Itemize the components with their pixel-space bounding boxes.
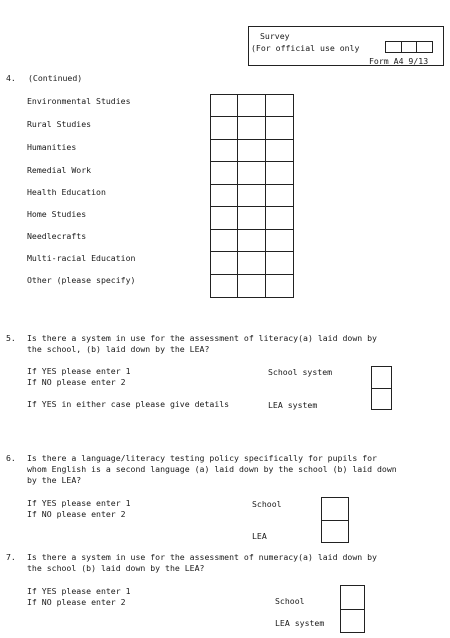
q5-school-label: School system bbox=[268, 367, 333, 377]
q7-school-label: School bbox=[275, 596, 305, 606]
form-reference: Form A4 9/13 bbox=[369, 56, 429, 66]
q7-text-line: the school (b) laid down by the LEA? bbox=[27, 563, 205, 573]
subject-label: Rural Studies bbox=[27, 119, 92, 129]
survey-title: Survey bbox=[260, 31, 290, 41]
subject-label: Needlecrafts bbox=[27, 231, 87, 241]
q7-answer-box[interactable] bbox=[340, 585, 365, 633]
q7-school-answer-cell[interactable] bbox=[341, 585, 364, 609]
q5-text-line: Is there a system in use for the assessment of literacy(a) laid down by bbox=[27, 333, 377, 343]
q6-lea-label: LEA bbox=[252, 531, 267, 541]
q6-school-label: School bbox=[252, 499, 282, 509]
subject-label: Home Studies bbox=[27, 209, 87, 219]
q7-number: 7. bbox=[6, 552, 16, 562]
q6-text-line: by the LEA? bbox=[27, 475, 82, 485]
subject-label: Humanities bbox=[27, 142, 77, 152]
subject-label: Multi-racial Education bbox=[27, 253, 136, 263]
official-use-box bbox=[248, 26, 444, 66]
q5-no-instruction: If NO please enter 2 bbox=[27, 377, 126, 387]
subject-label: Remedial Work bbox=[27, 165, 92, 175]
q5-details-instruction: If YES in either case please give details bbox=[27, 399, 230, 409]
q5-lea-label: LEA system bbox=[268, 400, 318, 410]
q6-yes-instruction: If YES please enter 1 bbox=[27, 498, 131, 508]
q5-lea-answer-cell[interactable] bbox=[372, 388, 391, 410]
subject-label: Health Education bbox=[27, 187, 106, 197]
subject-label: Other (please specify) bbox=[27, 275, 136, 285]
q6-text-line: whom English is a second language (a) laid down by the school (b) laid down bbox=[27, 464, 397, 474]
q5-number: 5. bbox=[6, 333, 16, 343]
q7-text-line: Is there a system in use for the assessment of numeracy(a) laid down by bbox=[27, 552, 377, 562]
q5-answer-box[interactable] bbox=[371, 366, 392, 410]
q7-lea-answer-cell[interactable] bbox=[341, 609, 364, 633]
q6-text-line: Is there a language/literacy testing policy specifically for pupils for bbox=[27, 453, 377, 463]
q4-heading: (Continued) bbox=[28, 73, 83, 83]
q7-yes-instruction: If YES please enter 1 bbox=[27, 586, 131, 596]
q6-number: 6. bbox=[6, 453, 16, 463]
q7-no-instruction: If NO please enter 2 bbox=[27, 597, 126, 607]
q5-yes-instruction: If YES please enter 1 bbox=[27, 366, 131, 376]
subject-answer-grid[interactable] bbox=[210, 94, 294, 298]
q5-school-answer-cell[interactable] bbox=[372, 366, 391, 388]
q6-school-answer-cell[interactable] bbox=[322, 497, 348, 520]
q6-no-instruction: If NO please enter 2 bbox=[27, 509, 126, 519]
q6-answer-box[interactable] bbox=[321, 497, 349, 543]
official-use-note: (For official use only bbox=[251, 43, 360, 53]
q5-text-line: the school, (b) laid down by the LEA? bbox=[27, 344, 210, 354]
q7-lea-label: LEA system bbox=[275, 618, 325, 628]
q4-number: 4. bbox=[6, 73, 16, 83]
subject-label: Environmental Studies bbox=[27, 96, 131, 106]
q6-lea-answer-cell[interactable] bbox=[322, 520, 348, 543]
official-code-cells[interactable] bbox=[385, 41, 433, 53]
